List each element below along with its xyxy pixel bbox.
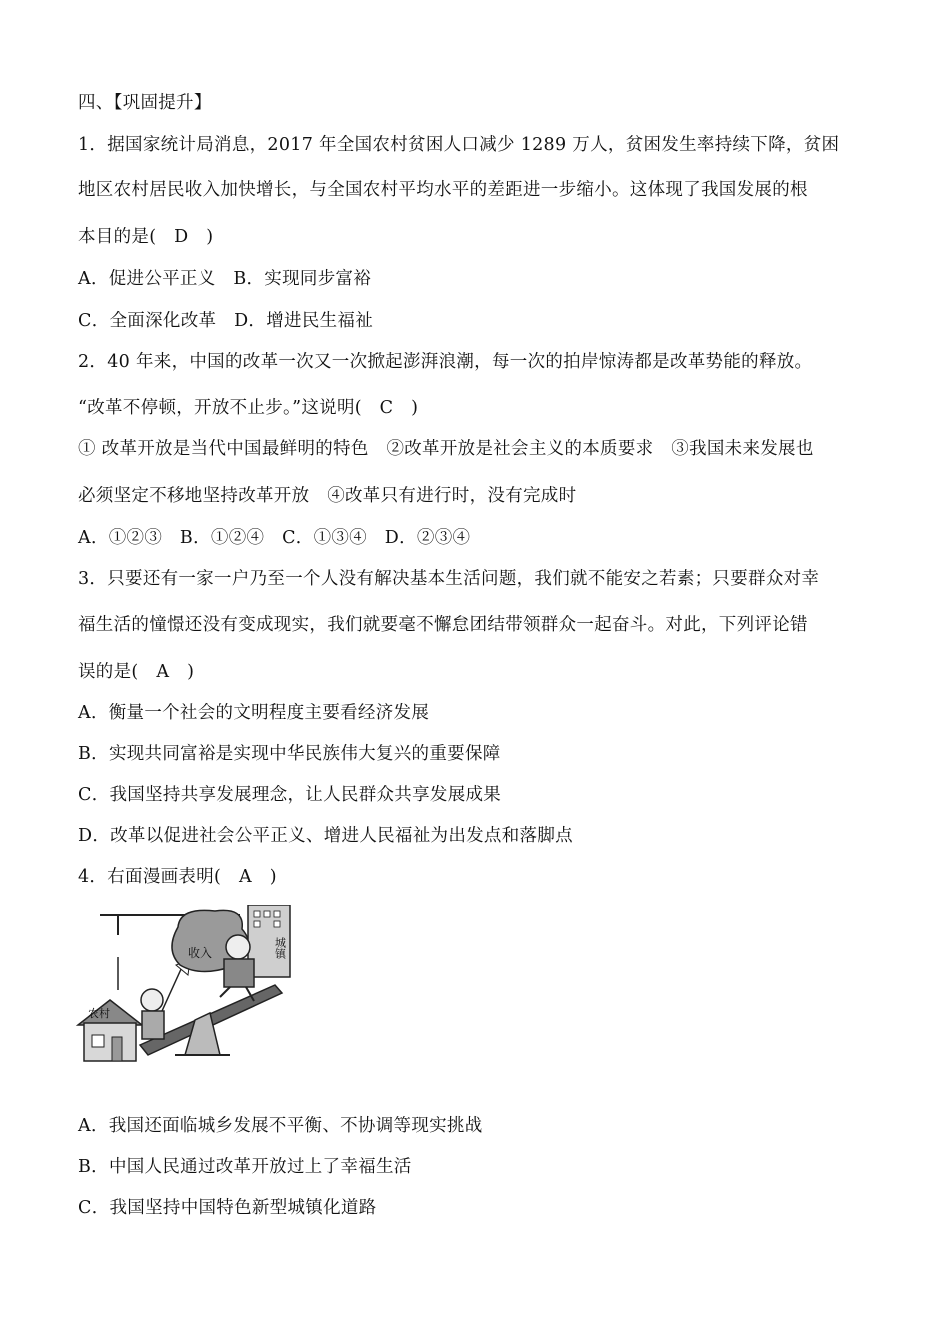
q4-text-line-1: 4．右面漫画表明( A )	[78, 867, 277, 887]
cartoon-label-village: 农村	[88, 1007, 110, 1020]
q4-option-c: C．我国坚持中国特色新型城镇化道路	[78, 1198, 377, 1218]
income-gap-cartoon	[70, 905, 310, 1070]
cartoon-label-city: 城镇	[273, 937, 287, 959]
section-heading: 四、【巩固提升】	[78, 93, 212, 113]
q4-option-a: A．我国还面临城乡发展不平衡、不协调等现实挑战	[78, 1116, 483, 1136]
q1-text-line-2: 地区农村居民收入加快增长，与全国农村平均水平的差距进一步缩小。这体现了我国发展的根	[78, 180, 808, 200]
q1-text-line-3: 本目的是( D )	[78, 227, 214, 247]
q1-options-line-1: A．促进公平正义 B．实现同步富裕	[78, 269, 372, 289]
q3-text-line-2: 福生活的憧憬还没有变成现实，我们就要毫不懈怠团结带领群众一起奋斗。对此，下列评论错	[78, 615, 808, 635]
q3-option-a: A．衡量一个社会的文明程度主要看经济发展	[78, 703, 430, 723]
q2-text-line-4: 必须坚定不移地坚持改革开放 ④改革只有进行时，没有完成时	[78, 486, 577, 506]
q3-text-line-1: 3．只要还有一家一户乃至一个人没有解决基本生活问题，我们就不能安之若素；只要群众对幸	[78, 569, 820, 589]
q2-options: A．①②③ B．①②④ C．①③④ D．②③④	[78, 528, 471, 548]
q3-option-b: B．实现共同富裕是实现中华民族伟大复兴的重要保障	[78, 744, 501, 764]
q4-option-b: B．中国人民通过改革开放过上了幸福生活	[78, 1157, 412, 1177]
q2-text-line-2: “改革不停顿，开放不止步。”这说明( C )	[78, 398, 419, 418]
q2-text-line-3: ① 改革开放是当代中国最鲜明的特色 ②改革开放是社会主义的本质要求 ③我国未来发展也	[78, 439, 814, 459]
q1-text-line-1: 1．据国家统计局消息，2017 年全国农村贫困人口减少 1289 万人，贫困发生率持续下降，贫困	[78, 135, 840, 155]
q1-options-line-2: C．全面深化改革 D．增进民生福祉	[78, 311, 374, 331]
q3-option-c: C．我国坚持共享发展理念，让人民群众共享发展成果	[78, 785, 502, 805]
cartoon-label-income: 收入	[188, 946, 213, 960]
q3-text-line-3: 误的是( A )	[78, 662, 195, 682]
q3-option-d: D．改革以促进社会公平正义、增进人民福祉为出发点和落脚点	[78, 826, 573, 846]
q2-text-line-1: 2．40 年来，中国的改革一次又一次掀起澎湃浪潮，每一次的拍岸惊涛都是改革势能的释放。	[78, 352, 813, 372]
